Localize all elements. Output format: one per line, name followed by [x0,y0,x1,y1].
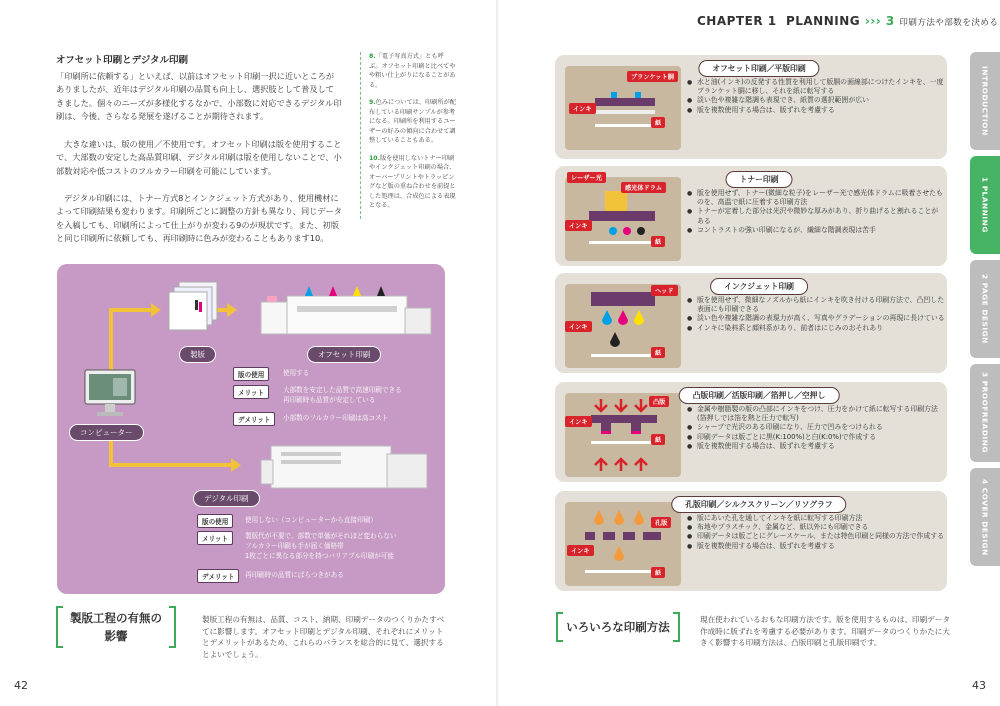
point: ● 淡い色や複雑な階調も表現でき、紙質の選択範囲が広い [687,96,945,105]
page-number-right: 43 [972,679,986,692]
point: ● 金属や樹脂製の版の凸部にインキをつけ、圧力をかけて紙に転写する印刷方法(箔押しでは箔を熱と圧力で転写) [687,405,945,423]
point: ● 版を使用せず、トナー(微細な粒子)をレーザー光で感光体ドラムに吸着させたものを、高温で紙に圧着する印刷方法 [687,189,945,207]
point: ● 印刷データは版ごとに黒(K:100%)と白(K:0%)で作成する [687,433,945,442]
sidenote-10: 10.版を使用しないトナー印刷やインクジェット印刷の場合、オーバープリントやトラッピングなど版の重ね合わせを前提とした処理は、合成色による表現となる。 [369,154,456,209]
point: ● 版を複数使用する場合は、版ずれを考慮する [687,542,945,551]
digital-demerit-text: 再印刷時の品質にばらつきがある [245,571,344,579]
card-points [687,405,945,451]
point: ● 淡い色や複雑な階調の表現力が高く、写真やグラデーションの再現に長けている [687,314,945,323]
card-title: 凸版印刷／活版印刷／箔押し／空押し [679,387,840,404]
tag-ink: インキ [567,545,594,556]
plate-label: 製版 [179,346,216,363]
offset-plate-text: 使用する [283,369,310,377]
card-points [687,296,945,333]
sidenote-9: 9.色みについては、印刷所が配布している印刷サンプルが参考になる。印刷所を利用するユーザーの好みの傾向に合わせて調整していることもある。 [369,99,456,144]
tab-cover-design[interactable]: 4 COVER DESIGN [970,468,1000,566]
tab-introduction[interactable]: INTRODUCTION [970,52,1000,150]
section-heading: オフセット印刷とデジタル印刷 [56,55,189,66]
card-offset [555,55,947,159]
computer-icon [83,368,137,418]
digital-plate-label: 版の使用 [197,514,233,528]
offset-demerit-text: 小部数のフルカラー印刷は高コスト [283,414,389,422]
section-title: 印刷方法や部数を決める [899,18,999,28]
box-title: 製版工程の有無の影響 [56,606,176,648]
card-letterpress [555,382,947,482]
tag-blanket: ブランケット胴 [627,71,678,82]
arrow-head [227,303,237,317]
paragraph-1: 「印刷所に依頼する」といえば、以前はオフセット印刷一択に近いところがありましたが、近年はデジタル印刷の品質も向上し、選択肢として普及してきました。個々のニーズが多様化するなかで、小部数に対応できるデジタル印刷は、今後、さらなる発展を遂げることが期待されます。 [56,71,342,122]
tab-planning[interactable]: 1 PLANNING [970,156,1000,254]
point: ● 版を使用せず、微細なノズルから紙にインキを吹き付ける印刷方法で、凸凹した表面にも印刷できる [687,296,945,314]
tab-proofreading[interactable]: 3 PROOFREADING [970,364,1000,462]
digital-demerit-label: デメリット [197,569,239,583]
card-points [687,514,945,551]
arrow-to-digital [109,463,231,467]
computer-label: コンピューター [69,424,144,441]
point: ● 版を複数使用する場合は、版ずれを考慮する [687,442,945,451]
card-points [687,189,945,235]
point: ● 布地やプラスチック、金属など、紙以外にも印刷できる [687,523,945,532]
point: ● シャープで光沢のある印刷になり、圧力で凹みをつけられる [687,423,945,432]
digital-press-icon [257,440,435,492]
tag-paper: 紙 [651,117,665,128]
tab-page-design[interactable]: 2 PAGE DESIGN [970,260,1000,358]
tag-paper: 紙 [651,236,665,247]
card-stencil [555,491,947,591]
tag-ink: インキ [565,220,592,231]
offset-plate-label: 版の使用 [233,367,269,381]
printing-diagram [57,264,445,594]
point: ● 版にあいた孔を通してインキを紙に転写する印刷方法 [687,514,945,523]
digital-merit-label: メリット [197,531,233,545]
offset-merit-label: メリット [233,385,269,399]
arrow-up [109,310,113,370]
plates-icon [165,280,221,336]
tag-head: ヘッド [651,285,678,296]
card-title: オフセット印刷／平版印刷 [698,60,819,77]
tag-ink: インキ [565,321,592,332]
sidenotes [360,52,456,219]
digital-merit-text: 製版代が不要で、部数で単価がそれほど変わらない フルカラー印刷も手が届く価格帯 1枚ごとに異なる部分を持つバリアブル印刷が可能 [245,532,397,560]
arrow-down [109,439,113,465]
offset-label: オフセット印刷 [307,346,381,363]
tag-paper: 紙 [651,567,665,578]
paragraph-2: 大きな違いは、版の使用／不使用です。オフセット印刷は版を使用することで、大部数の安定した高品質印刷、デジタル印刷は版を使用しないことで、小部数対応や低コストのフルカラー印刷を可能にしています。 [56,139,342,176]
chapter-tabs [970,0,1000,706]
chapter-header [697,14,998,28]
sidenote-8: 8.「電子写真方式」とも呼ぶ。オフセット印刷と比べてやや粗い仕上がりになることがある。 [369,53,456,89]
box-text: 現在使われているおもな印刷方法です。版を使用するものは、印刷データ作成時に版ずれを考慮する必要があります。印刷データのつくりかたに大きく影響する印刷方法は、凸版印刷と孔版印刷です。 [700,615,950,647]
tag-paper: 紙 [651,347,665,358]
point: ● トナーが定着した部分は光沢や微妙な厚みがあり、折り曲げると割れることがある [687,207,945,225]
chapter-name: PLANNING [785,14,861,28]
tag-drum: 感光体ドラム [621,182,666,193]
point: ● 印刷データは版ごとにグレースケール、または特色印刷と同様の方法で作成する [687,532,945,541]
card-title: 孔版印刷／シルクスクリーン／リソグラフ [671,496,846,513]
card-toner [555,166,947,266]
card-title: インクジェット印刷 [710,278,808,295]
section-number: 3 [885,14,895,28]
card-inkjet [555,273,947,373]
card-title: トナー印刷 [726,171,793,188]
point: ● インキに染料系と顔料系があり、前者はにじみのおそれあり [687,324,945,333]
arrow-to-plate [109,308,151,312]
offset-demerit-label: デメリット [233,412,275,426]
digital-label: デジタル印刷 [193,490,260,507]
tag-paper: 紙 [651,434,665,445]
card-points [687,78,945,115]
page-number-left: 42 [14,679,28,692]
box-text: 製版工程の有無は、品質、コスト、納期、印刷データのつくりかたすべてに影響します。オフセット印刷とデジタル印刷、それぞれにメリットとデメリットがあるため、これらのバランスを総合的に見て、選択するとよいでしょう。 [202,615,445,659]
digital-plate-text: 使用しない（コンピューターから直接印刷） [245,516,377,524]
paragraph-3: デジタル印刷には、トナー方式8とインクジェット方式があり、使用機材によって印刷結果も変わります。印刷所ごとに調整の方針も異なり、同じデータを入稿しても、印刷所によって仕上がりが変わる9のが現状です。また、初版と同じ印刷所に依頼しても、再印刷時に色みが変わることもあります10。 [56,193,342,244]
right-page [500,0,1000,706]
chevrons-icon: ››› [864,14,882,28]
point: ● 版を複数使用する場合は、版ずれを考慮する [687,106,945,115]
arrow-head [231,458,241,472]
tag-ink: インキ [569,103,596,114]
arrow-head [151,303,161,317]
point: ● コントラストの強い印刷になるが、繊細な階調表現は苦手 [687,226,945,235]
point: ● 水と油(インキ)の反発する性質を利用して版胴の画線部につけたインキを、一度ブランケット胴に移し、それを紙に転写する [687,78,945,96]
tag-stencil: 孔版 [651,517,671,528]
chapter-label: CHAPTER 1 [697,14,777,28]
tag-laser: レーザー光 [567,172,606,183]
tag-relief: 凸版 [649,396,669,407]
box-title: いろいろな印刷方法 [556,612,680,642]
offset-press-icon [257,276,435,340]
offset-merit-text: 大部数を安定した品質で高速印刷できる 再印刷時も品質が安定している [283,386,402,404]
tag-ink: インキ [565,416,592,427]
